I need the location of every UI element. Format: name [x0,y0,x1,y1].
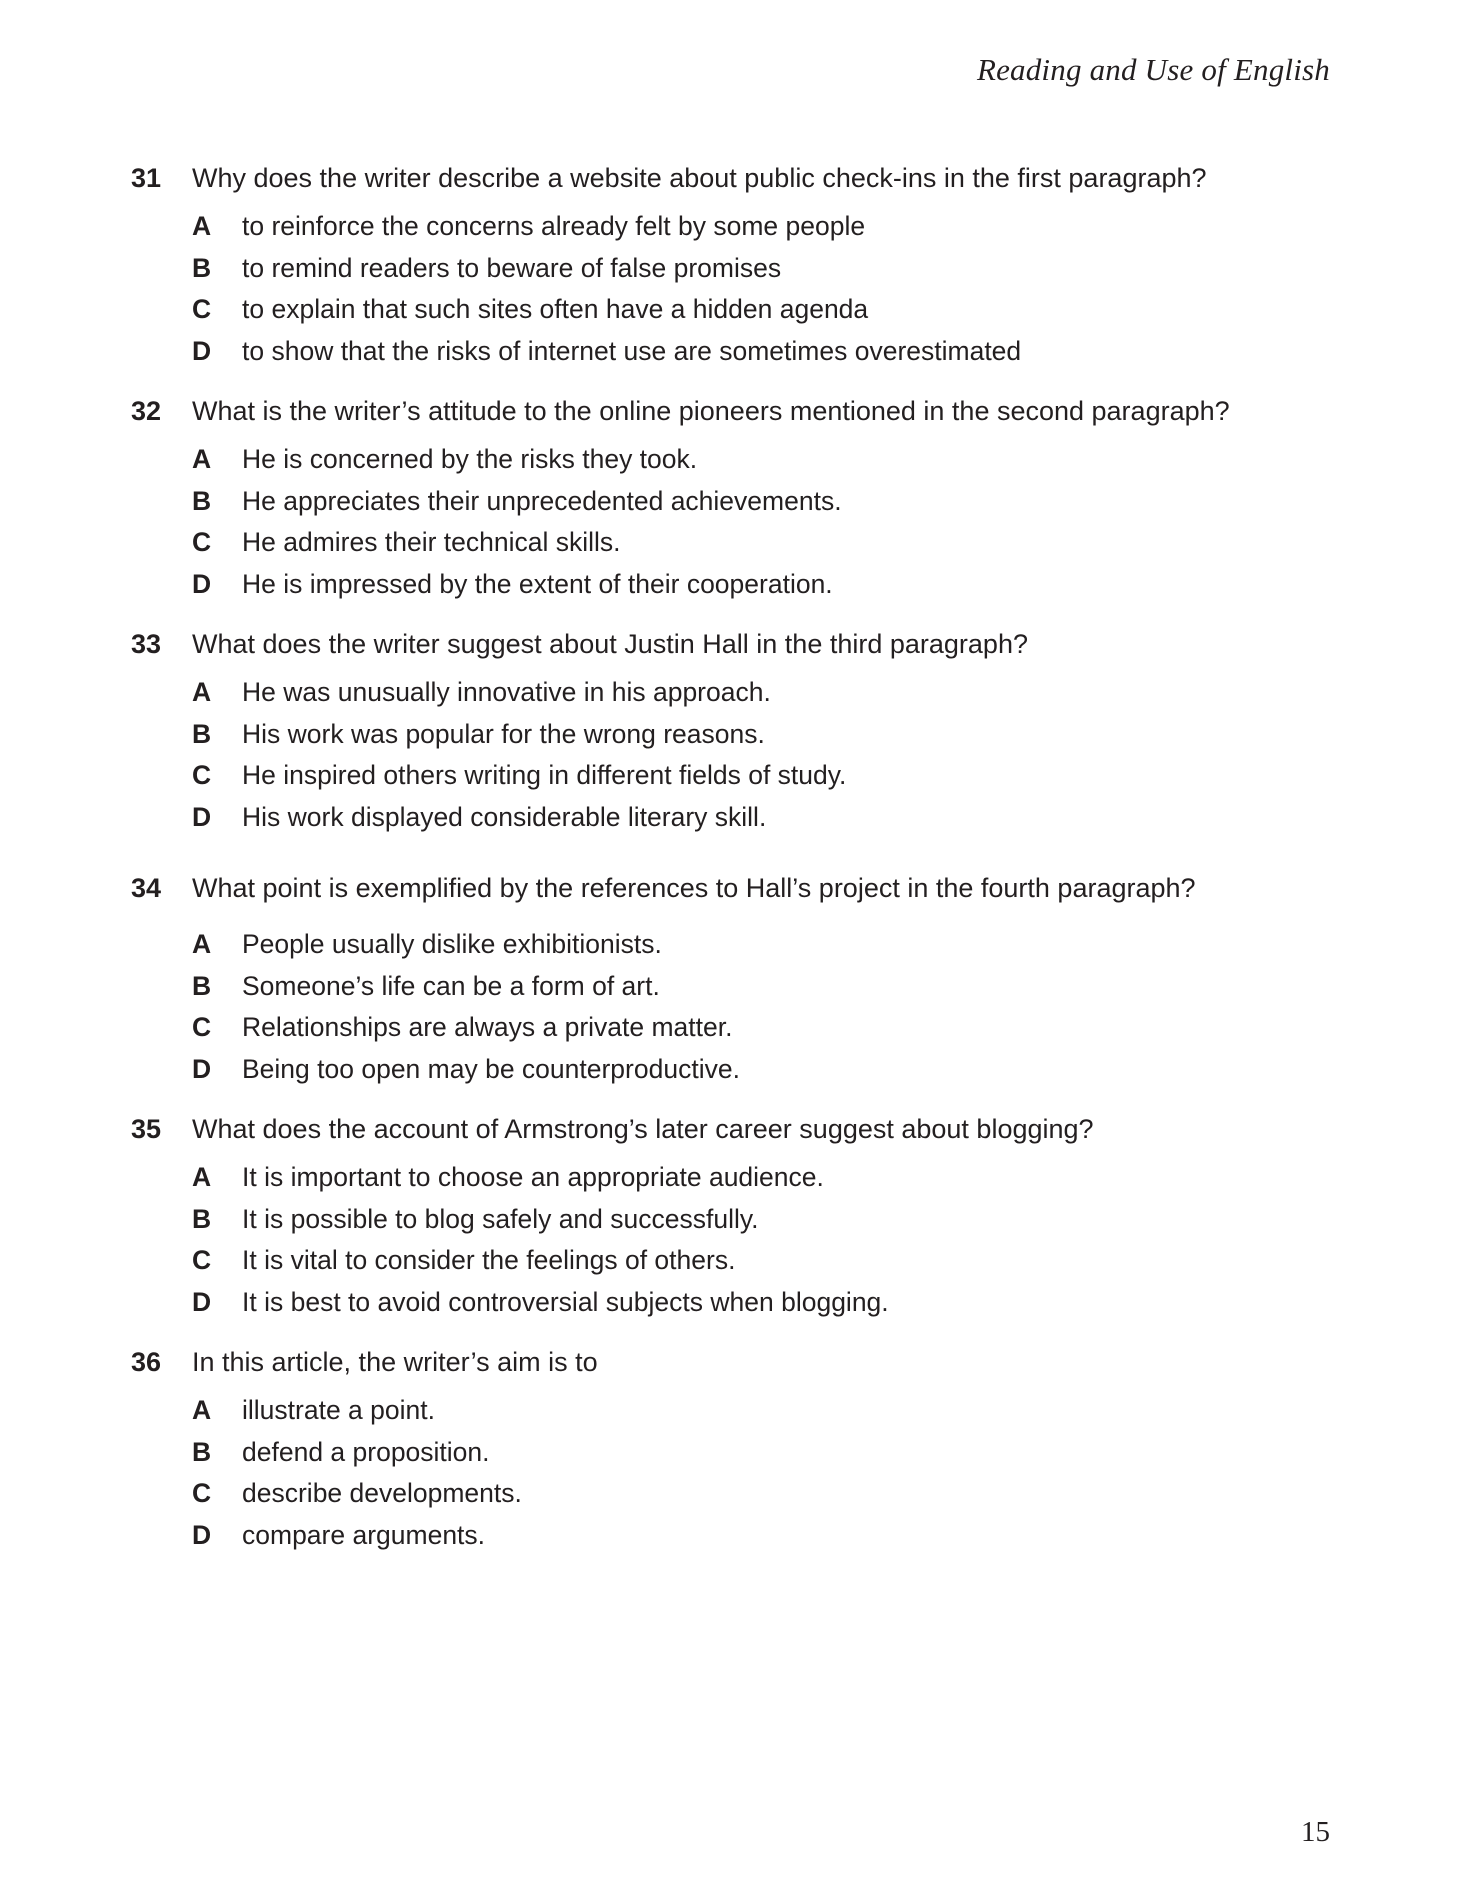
question-number: 34 [131,873,162,903]
option-letter: D [192,1286,212,1317]
option-letter: C [192,527,212,557]
option-letter: C [192,294,212,324]
option-d[interactable] [192,566,1331,608]
option-letter: C [192,760,212,790]
question-number: 35 [131,1114,162,1144]
option-c[interactable] [192,291,1331,333]
option-a[interactable] [192,674,1331,716]
question-stem [131,1111,1331,1151]
option-letter: C [192,1012,212,1042]
option-letter: B [192,252,212,283]
option-text: He inspired others writing in different fields of study. [242,760,847,790]
option-c[interactable] [192,757,1331,799]
option-letter: A [192,211,212,241]
option-letter: B [192,485,212,516]
running-header: Reading and Use of English [976,52,1330,87]
option-list [192,926,1331,1092]
option-text: to show that the risks of internet use are sometimes overestimated [242,335,1022,366]
question-text: What does the writer suggest about Justin Hall in the third paragraph? [192,629,1028,659]
option-text: He is concerned by the risks they took. [242,444,698,474]
option-b[interactable] [192,716,1331,758]
option-text: He was unusually innovative in his approach. [242,677,771,707]
option-c[interactable] [192,1009,1331,1051]
question-text: In this article, the writer’s aim is to [192,1347,598,1377]
option-list [192,674,1331,840]
question-stem [131,626,1331,666]
option-letter: A [192,1162,212,1192]
option-b[interactable] [192,250,1331,292]
option-text: Being too open may be counterproductive. [242,1053,740,1084]
option-d[interactable] [192,1284,1331,1326]
question-32 [131,393,1331,607]
question-number: 31 [131,163,162,193]
page-number: 15 [1301,1816,1330,1848]
option-text: It is important to choose an appropriate audience. [242,1162,824,1192]
question-stem [131,870,1331,910]
option-a[interactable] [192,441,1331,483]
option-text: People usually dislike exhibitionists. [242,929,662,959]
option-text: He admires their technical skills. [242,527,621,557]
question-text: What is the writer’s attitude to the online pioneers mentioned in the second paragraph? [192,396,1230,426]
question-31 [131,160,1331,374]
option-b[interactable] [192,1434,1331,1476]
option-a[interactable] [192,208,1331,250]
option-c[interactable] [192,524,1331,566]
option-letter: A [192,444,212,474]
option-list [192,1159,1331,1325]
option-text: to remind readers to beware of false promises [242,252,782,283]
option-b[interactable] [192,968,1331,1010]
option-text: He is impressed by the extent of their cooperation. [242,568,833,599]
question-34 [131,870,1331,1092]
question-stem [131,160,1331,200]
option-b[interactable] [192,1201,1331,1243]
option-letter: C [192,1245,212,1275]
question-stem [131,1344,1331,1384]
question-number: 36 [131,1347,162,1377]
option-letter: B [192,970,212,1001]
option-letter: A [192,1395,212,1425]
option-a[interactable] [192,1392,1331,1434]
option-letter: C [192,1478,212,1508]
question-text: What does the account of Armstrong’s later career suggest about blogging? [192,1114,1094,1144]
question-stem [131,393,1331,433]
option-c[interactable] [192,1242,1331,1284]
option-text: His work displayed considerable literary skill. [242,801,767,832]
question-text: Why does the writer describe a website about public check-ins in the first paragraph? [192,163,1207,193]
option-text: to reinforce the concerns already felt by some people [242,211,866,241]
option-a[interactable] [192,926,1331,968]
option-text: It is best to avoid controversial subjects when blogging. [242,1286,889,1317]
option-d[interactable] [192,799,1331,841]
option-text: to explain that such sites often have a hidden agenda [242,294,869,324]
question-text: What point is exemplified by the references to Hall’s project in the fourth paragraph? [192,873,1196,903]
option-d[interactable] [192,333,1331,375]
option-list [192,1392,1331,1558]
option-letter: D [192,1053,212,1084]
question-33 [131,626,1331,840]
option-letter: B [192,1436,212,1467]
option-letter: A [192,929,212,959]
option-text: His work was popular for the wrong reasons. [242,718,765,749]
option-text: defend a proposition. [242,1436,490,1467]
option-letter: D [192,801,212,832]
option-text: Relationships are always a private matter. [242,1012,733,1042]
option-c[interactable] [192,1475,1331,1517]
question-number: 33 [131,629,162,659]
option-text: It is possible to blog safely and successfully. [242,1203,759,1234]
option-text: Someone’s life can be a form of art. [242,970,660,1001]
option-letter: D [192,335,212,366]
question-36 [131,1344,1331,1558]
option-b[interactable] [192,483,1331,525]
option-letter: B [192,1203,212,1234]
option-d[interactable] [192,1051,1331,1093]
option-a[interactable] [192,1159,1331,1201]
option-letter: B [192,718,212,749]
option-text: describe developments. [242,1478,522,1508]
option-d[interactable] [192,1517,1331,1559]
option-letter: D [192,1519,212,1550]
question-35 [131,1111,1331,1325]
question-number: 32 [131,396,162,426]
option-letter: D [192,568,212,599]
option-text: It is vital to consider the feelings of others. [242,1245,736,1275]
option-text: illustrate a point. [242,1395,435,1425]
question-list [131,160,1331,1558]
option-list [192,208,1331,374]
option-letter: A [192,677,212,707]
option-text: He appreciates their unprecedented achievements. [242,485,842,516]
option-text: compare arguments. [242,1519,486,1550]
option-list [192,441,1331,607]
